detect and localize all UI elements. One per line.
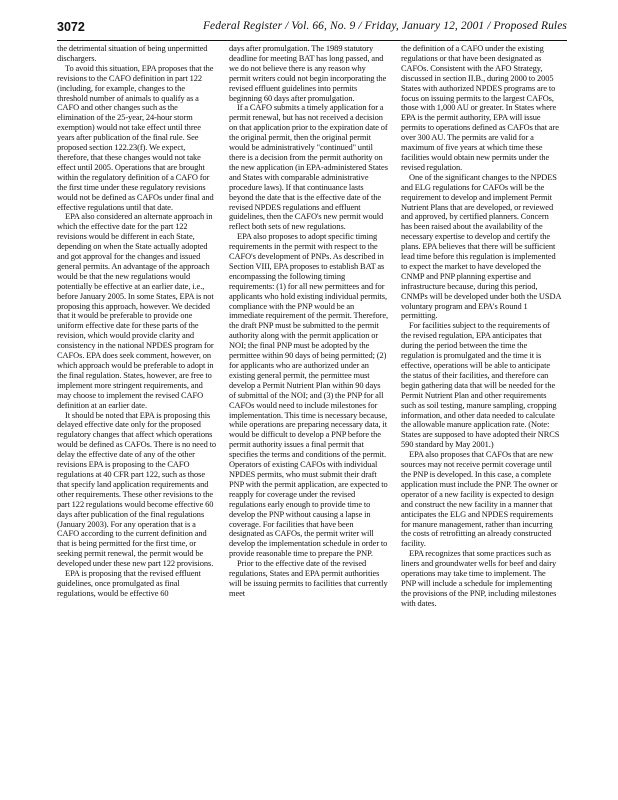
paragraph: If a CAFO submits a timely application for a permit renewal, but has not received a decision on that application prior to the expiration date of the original permit, then the original permit would be administratively "continued" until there is a decision from the permit authority on the new application (in EPA-administered States and States with comparable administrative procedure laws). If that continuance lasts beyond the date that is the effective date of the revised NPDES regulations and effluent guidelines, then the CAFO's new permit would reflect both sets of new regulations. — [229, 103, 388, 232]
running-head: Federal Register / Vol. 66, No. 9 / Friday, January 12, 2001 / Proposed Rules — [202, 20, 567, 32]
paragraph: EPA also proposes that CAFOs that are new sources may not receive permit coverage until the PNP is developed. In this case, a complete application must include the PNP. The owner or operator of a new facility is expected to design and construct the new facility in a manner that anticipates the ELG and NPDES requirements for manure management, rather than incurring the costs of retrofitting an already constructed facility. — [401, 450, 558, 549]
text-column-right — [401, 44, 561, 789]
page-number: 3072 — [57, 20, 85, 34]
header-rule — [57, 40, 567, 41]
paragraph: Prior to the effective date of the revised regulations, States and EPA permit authorities will be issuing permits to facilities that currently meet — [229, 559, 388, 598]
paragraph: To avoid this situation, EPA proposes that the revisions to the CAFO definition in part 122 (including, for example, changes to the threshold number of animals to qualify as a CAFO and other changes such as the elimination of the 25-year, 24-hour storm exemption) would not take effect until three years after publication of the final rule. See proposed section 122.23(f). We expect, therefore, that these changes would not take effect until 2005. Operations that are brought within the regulatory definition of a CAFO for the first time under these regulatory revisions would not be defined as CAFOs under final and effective regulations until that date. — [57, 63, 214, 212]
page-header — [57, 18, 567, 36]
paragraph: EPA also considered an alternate approach in which the effective date for the part 122 revisions would be different in each State, depending on when the State actually adopted and got approval for the changes and issued general permits. An advantage of the approach would be that the new regulations would potentially be effective at an earlier date, i.e., before January 2005. In some States, EPA is not proposing this approach, however. We decided that it would be preferable to provide one uniform effective date for these parts of the revision, which would provide clarity and consistency in the national NPDES program for CAFOs. EPA does seek comment, however, on which approach would be preferable to adopt in the final regulation. States, however, are free to implement more stringent requirements, and may choose to implement the revised CAFO definition at an earlier date. — [57, 212, 214, 410]
paragraph: EPA is proposing that the revised effluent guidelines, once promulgated as final regulations, would be effective 60 — [57, 569, 201, 598]
text-column-middle — [229, 44, 389, 789]
paragraph: EPA recognizes that some practices such as liners and groundwater wells for beef and dairy operations may take time to implement. The PNP will include a schedule for implementing the provisions of the PNP, including milestones with dates. — [401, 549, 557, 608]
paragraph: It should be noted that EPA is proposing this delayed effective date only for the proposed regulatory changes that affect which operations would be defined as CAFOs. There is no need to delay the effective date of any of the other revisions EPA is proposing to the CAFO regulations at 40 CFR part 122, such as those that specify land application requirements and other requirements. These other revisions to the part 122 regulations would become effective 60 days after publication of the final regulations (January 2003). For any operation that is a CAFO according to the current definition and that is being permitted for the first time, or seeking permit renewal, the permit would be developed under these new part 122 provisions. — [57, 410, 217, 569]
paragraph: One of the significant changes to the NPDES and ELG regulations for CAFOs will be the requirement to develop and implement Permit Nutrient Plans that are developed, or reviewed and approved, by certified planners. Concern has been raised about the availability of the necessary expertise to develop and certify the plans. EPA believes that there will be sufficient lead time before this regulation is implemented to expect the market to have developed the CNMP and PNP planning expertise and infrastructure because, during this period, CNMPs will be developed under both the USDA voluntary program and EPA's Round 1 permitting. — [401, 172, 561, 321]
paragraph: days after promulgation. The 1989 statutory deadline for meeting BAT has long passed, and we do not believe there is any reason why permit writers could not begin incorporating the revised effluent guidelines into permits beginning 60 days after promulgation. — [229, 44, 387, 103]
paragraph: the definition of a CAFO under the existing regulations or that have been designated as CAFOs. Consistent with the AFO Strategy, discussed in section II.B., during 2000 to 2005 States with authorized NPDES programs are to focus on issuing permits to the largest CAFOs, those with 1,000 AU or greater. In States where EPA is the permit authority, EPA will issue permits to operations defined as CAFOs that are over 300 AU. The permits are valid for a maximum of five years at which time these facilities would obtain new permits under the revised regulation. — [401, 44, 559, 172]
text-column-left — [57, 44, 217, 789]
paragraph: For facilities subject to the requirements of the revised regulation, EPA anticipates that during the period between the time the regulation is promulgated and the time it is effective, operations will be able to anticipate the status of their facilities, and therefore can begin gathering data that will be needed for the Permit Nutrient Plan and other requirements such as soil testing, manure sampling, cropping information, and other data needed to calculate the allowable manure application rate. (Note: States are supposed to have adopted their NRCS 590 standard by May 2001.) — [401, 321, 560, 450]
paragraph: the detrimental situation of being unpermitted dischargers. — [57, 44, 208, 63]
paragraph: EPA also proposes to adopt specific timing requirements in the permit with respect to the CAFO's development of PNPs. As described in Section VIII, EPA proposes to establish BAT as encompassing the following timing requirements: (1) for all new permittees and for applicants who hold existing individual permits, compliance with the PNP would be an immediate requirement of the permit. Therefore, the draft PNP must be submitted to the permit authority along with the permit application or NOI; the final PNP must be adopted by the permittee within 90 days of being permitted; (2) for applicants who are authorized under an existing general permit, the permittee must develop a Permit Nutrient Plan within 90 days of submittal of the NOI; and (3) the PNP for all CAFOs would need to include milestones for implementation. This time is necessary because, while operations are preparing necessary data, it would be difficult to develop a PNP before the permit authority issues a final permit that specifies the terms and conditions of the permit. Operators of existing CAFOs with individual NPDES permits, who must submit their draft PNP with the permit application, are expected to reapply for coverage under the revised regulations early enough to provide time to develop the PNP without causing a lapse in coverage. For facilities that have been designated as CAFOs, the permit writer will develop the implementation schedule in order to provide reasonable time to prepare the PNP. — [229, 232, 389, 559]
